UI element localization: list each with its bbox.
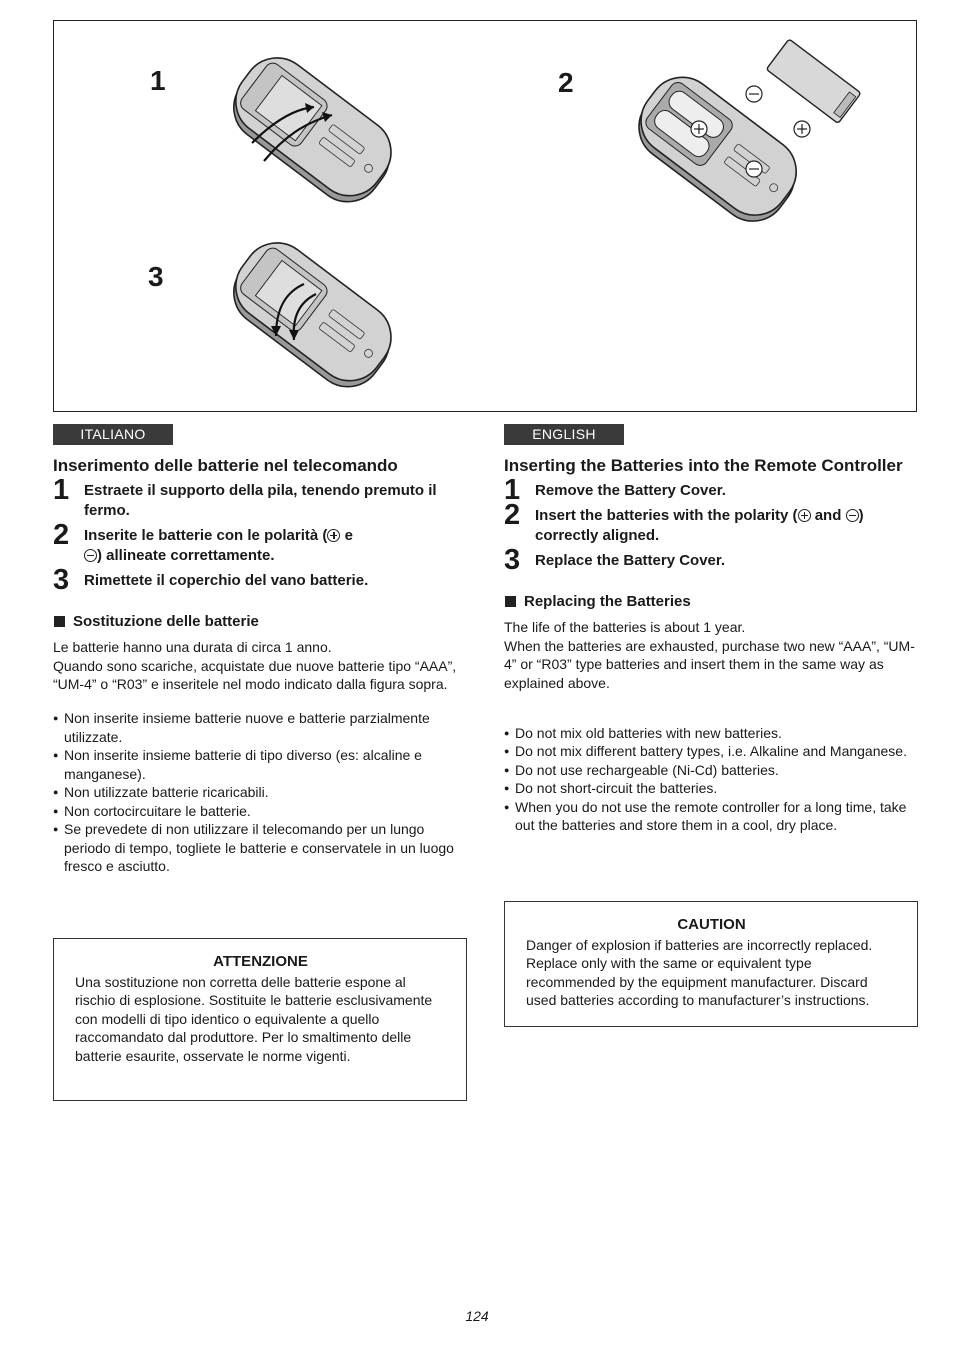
- list-item: ● Non inserite insieme batterie di tipo diverso (es: alcaline e manganese).: [53, 746, 467, 783]
- precautions-list: [53, 709, 467, 876]
- step-text: Rimettete il coperchio del vano batterie.: [84, 572, 369, 589]
- list-item: ● Se prevedete di non utilizzare il telecomando per un lungo periodo di tempo, togliete le batterie e conservatele in un luogo fresco e asciutto.: [53, 820, 467, 876]
- plus-polarity-icon: [327, 529, 340, 542]
- step-3: [504, 544, 918, 576]
- minus-polarity-icon: [84, 549, 97, 562]
- step-text-post: ) allineate correttamente.: [97, 547, 275, 564]
- remote-battery-insertion-illustration: [619, 39, 869, 229]
- step-text-pre: Inserite le batterie con le polarità (: [84, 527, 328, 544]
- step-number: 3: [504, 544, 521, 576]
- caution-title: CAUTION: [677, 916, 746, 933]
- step-text-post: ) correctly aligned.: [535, 507, 864, 544]
- warning-text: Una sostituzione non corretta delle batterie espone al rischio di esplosione. Sostituite le batterie esclusivamente con modelli di tipo identico o equivalente a quello raccomandato dal produttore. Per lo smaltimento delle batterie esaurite, osservate le norme vigenti.: [75, 973, 433, 1064]
- step-text-pre: Insert the batteries with the polarity (: [535, 507, 798, 524]
- subsection-heading: Sostituzione delle batterie: [53, 613, 467, 630]
- list-item: ● Do not short-circuit the batteries.: [504, 779, 918, 798]
- step-number: 2: [53, 519, 70, 551]
- minus-polarity-icon: [846, 509, 859, 522]
- list-item: ● When you do not use the remote controller for a long time, take out the batteries and store them in a cool, dry place.: [504, 798, 918, 835]
- step-text-mid: e: [340, 527, 353, 544]
- plus-polarity-icon: [798, 509, 811, 522]
- step-text: Remove the Battery Cover.: [535, 482, 726, 499]
- figure-step-2-label: 2: [558, 67, 574, 98]
- list-item: ● Do not use rechargeable (Ni-Cd) batteries.: [504, 761, 918, 780]
- language-tag: ENGLISH: [504, 424, 624, 445]
- step-1: [504, 474, 918, 506]
- figure-step-3-label: 3: [148, 261, 164, 292]
- subsection-heading: Replacing the Batteries: [504, 593, 918, 610]
- step-text-mid: and: [810, 507, 846, 524]
- step-number: 1: [53, 474, 70, 506]
- step-text: Estraete il supporto della pila, tenendo premuto il fermo.: [84, 482, 437, 519]
- list-item: ● Non inserite insieme batterie nuove e batterie parzialmente utilizzate.: [53, 709, 467, 746]
- illustration-frame: [53, 20, 917, 412]
- warning-title: ATTENZIONE: [213, 953, 308, 970]
- step-number: 2: [504, 499, 521, 531]
- list-item: ● Non utilizzate batterie ricaricabili.: [53, 783, 467, 802]
- step-3: [53, 564, 467, 596]
- page-number: 124: [465, 1308, 489, 1324]
- caution-box: [504, 901, 918, 1027]
- square-bullet-icon: [54, 616, 65, 627]
- battery-life-paragraph: The life of the batteries is about 1 year. When the batteries are exhausted, purchase two new “AAA”, “UM-4” or “R03” type batteries and insert them in the same way as explained above.: [504, 619, 915, 692]
- precautions-list: [504, 724, 918, 835]
- section-title: Inserting the Batteries into the Remote Controller: [504, 456, 903, 475]
- remote-battery-cover-replace-illustration: [214, 236, 404, 396]
- battery-life-paragraph: Le batterie hanno una durata di circa 1 anno. Quando sono scariche, acquistate due nuove batterie tipo “AAA”, “UM-4” o “R03” e inseritele nel modo indicato dalla figura sopra.: [53, 639, 457, 693]
- remote-battery-cover-removal-illustration: [214, 51, 404, 211]
- list-item: ● Do not mix old batteries with new batteries.: [504, 724, 918, 743]
- language-tag: ITALIANO: [53, 424, 173, 445]
- step-number: 1: [504, 474, 521, 506]
- list-item: ● Do not mix different battery types, i.e. Alkaline and Manganese.: [504, 742, 918, 761]
- step-1: [53, 474, 467, 521]
- section-title: Inserimento delle batterie nel telecomando: [53, 456, 398, 475]
- list-item: ● Non cortocircuitare le batterie.: [53, 802, 467, 821]
- english-column: [504, 424, 918, 835]
- italian-column: [53, 424, 467, 876]
- square-bullet-icon: [505, 596, 516, 607]
- step-text: Replace the Battery Cover.: [535, 552, 726, 569]
- caution-text: Danger of explosion if batteries are incorrectly replaced. Replace only with the same or equivalent type recommended by the equipment manufacturer. Discard used batteries according to manufacturer’s instructions.: [526, 936, 873, 1008]
- step-2: [504, 499, 918, 546]
- step-number: 3: [53, 564, 70, 596]
- warning-box: [53, 938, 467, 1101]
- step-2: [53, 519, 467, 566]
- figure-step-1-label: 1: [150, 65, 166, 96]
